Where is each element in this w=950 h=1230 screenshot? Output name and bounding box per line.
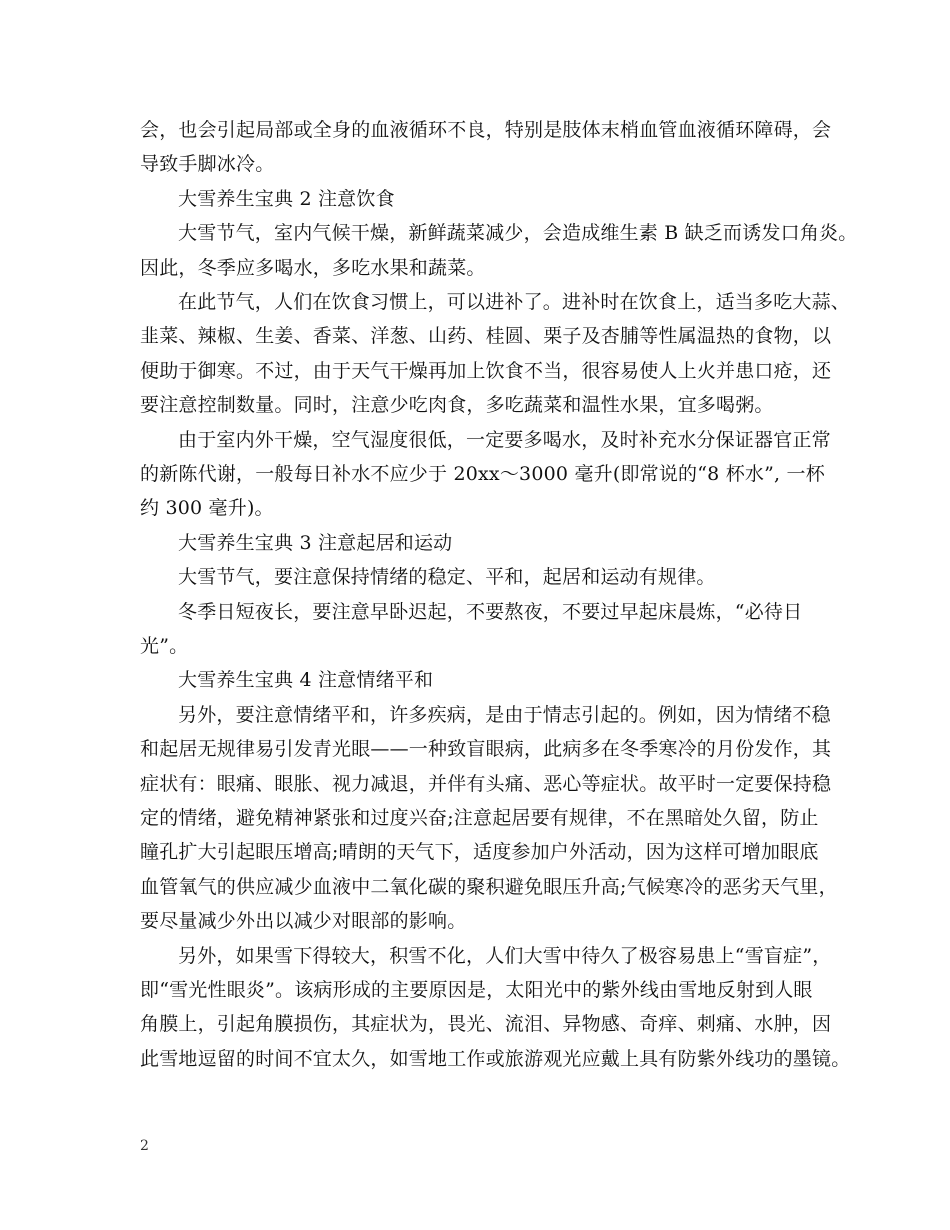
text-line: 韭菜、辣椒、生姜、香菜、洋葱、山药、桂圆、栗子及杏脯等性属温热的食物，以 [140,325,832,347]
text-line: 导致手脚冰冷。 [140,153,275,175]
text-line: 症状有：眼痛、眼胀、视力减退，并伴有头痛、恶心等症状。故平时一定要保持稳 [140,773,832,795]
paragraph-start: 冬季日短夜长，要注意早卧迟起，不要熬夜，不要过早起床晨炼，“必待日 [178,601,803,623]
paragraph-start: 另外，要注意情绪平和，许多疾病，是由于情志引起的。例如，因为情绪不稳 [178,704,831,726]
section-heading: 大雪养生宝典 2 注意饮食 [178,188,395,210]
text-line: 要尽量减少外出以减少对眼部的影响。 [140,910,467,932]
text-line: 便助于御寒。不过，由于天气干燥再加上饮食不当，很容易使人上火并患口疮，还 [140,360,832,382]
text-line: 会，也会引起局部或全身的血液循环不良，特别是肢体末梢血管血液循环障碍，会 [140,119,832,141]
paragraph-start: 另外，如果雪下得较大，积雪不化，人们大雪中待久了极容易患上“雪盲症”， [178,945,832,967]
section-heading: 大雪养生宝典 3 注意起居和运动 [178,532,453,554]
paragraph-start: 由于室内外干燥，空气湿度很低，一定要多喝水，及时补充水分保证器官正常 [178,429,831,451]
text-line: 要注意控制数量。同时，注意少吃肉食，多吃蔬菜和温性水果，宜多喝粥。 [140,394,774,416]
text-line: 因此，冬季应多喝水，多吃水果和蔬菜。 [140,257,486,279]
paragraph-start: 大雪节气，要注意保持情绪的稳定、平和，起居和运动有规律。 [178,566,716,588]
page-number: 2 [140,1138,149,1154]
text-line: 此雪地逗留的时间不宜太久，如雪地工作或旅游观光应戴上具有防紫外线功的墨镜。 [140,1048,851,1070]
section-heading: 大雪养生宝典 4 注意情绪平和 [178,669,434,691]
text-line: 血管氧气的供应减少血液中二氧化碳的聚积避免眼压升高;气候寒冷的恶劣天气里， [140,876,838,898]
text-line: 角膜上，引起角膜损伤，其症状为，畏光、流泪、异物感、奇痒、刺痛、水肿，因 [140,1013,832,1035]
paragraph-start: 大雪节气，室内气候干燥，新鲜蔬菜减少，会造成维生素 B 缺乏而诱发口角炎。 [178,222,858,244]
text-line: 约 300 毫升)。 [140,497,274,519]
text-line: 即“雪光性眼炎”。该病形成的主要原因是，太阳光中的紫外线由雪地反射到人眼 [140,979,813,1001]
text-line: 瞳孔扩大引起眼压增高;晴朗的天气下，适度参加户外活动，因为这样可增加眼底 [140,841,819,863]
text-line: 光”。 [140,635,189,657]
text-line: 的新陈代谢，一般每日补水不应少于 20xx～3000 毫升(即常说的“8 杯水”, 一杯 [140,463,825,485]
text-line: 定的情绪，避免精神紧张和过度兴奋;注意起居要有规律，不在黑暗处久留，防止 [140,807,819,829]
paragraph-start: 在此节气，人们在饮食习惯上，可以进补了。进补时在饮食上，适当多吃大蒜、 [178,291,851,313]
text-line: 和起居无规律易引发青光眼——一种致盲眼病，此病多在冬季寒冷的月份发作，其 [140,738,832,760]
